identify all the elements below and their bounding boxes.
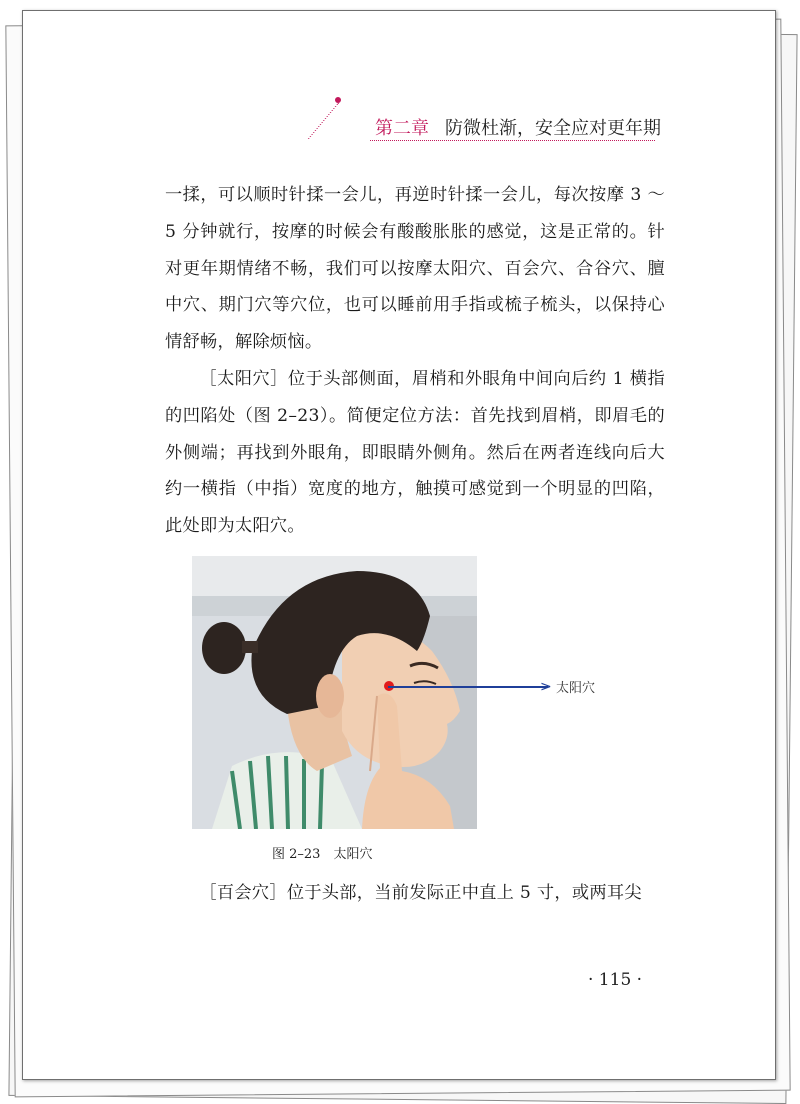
body-text-bottom — [165, 875, 665, 912]
arrowhead-icon: > — [540, 679, 552, 695]
paragraph-baihui: ［百会穴］位于头部，当前发际正中直上 5 寸，或两耳尖 — [199, 883, 642, 903]
body-text — [165, 177, 665, 545]
paragraph-taiyang: ［太阳穴］位于头部侧面，眉梢和外眼角中间向后约 1 横指的凹陷处（图 2–23）。简便定位方法：首先找到眉梢，即眉毛的外侧端；再找到外眼角，即眼睛外侧角。然后在两者连线向后大约一横指（中指）宽度的地方，触摸可感觉到一个明显的凹陷，此处即为太阳穴。 — [165, 368, 665, 537]
head-profile-illustration — [192, 556, 477, 829]
page-number: · 115 · — [588, 970, 643, 990]
header-underline — [370, 140, 655, 141]
chapter-label: 第二章 — [375, 118, 429, 139]
figure-caption: 图 2–23 太阳穴 — [272, 847, 373, 862]
paragraph-continuation: 一揉，可以顺时针揉一会儿，再逆时针揉一会儿，每次按摩 3 ～ 5 分钟就行，按摩的时候会有酸酸胀胀的感觉，这是正常的。针对更年期情绪不畅，我们可以按摩太阳穴、百会穴、合谷穴、膻中穴、期门穴等穴位，也可以睡前用手指或梳子梳头，以保持心情舒畅，解除烦恼。 — [165, 185, 665, 353]
book-page — [22, 10, 776, 1080]
callout-label: 太阳穴 — [556, 681, 596, 696]
callout-arrow-line — [388, 686, 548, 688]
figure-photo — [192, 556, 477, 829]
chapter-title: 防微杜渐，安全应对更年期 — [445, 118, 661, 139]
